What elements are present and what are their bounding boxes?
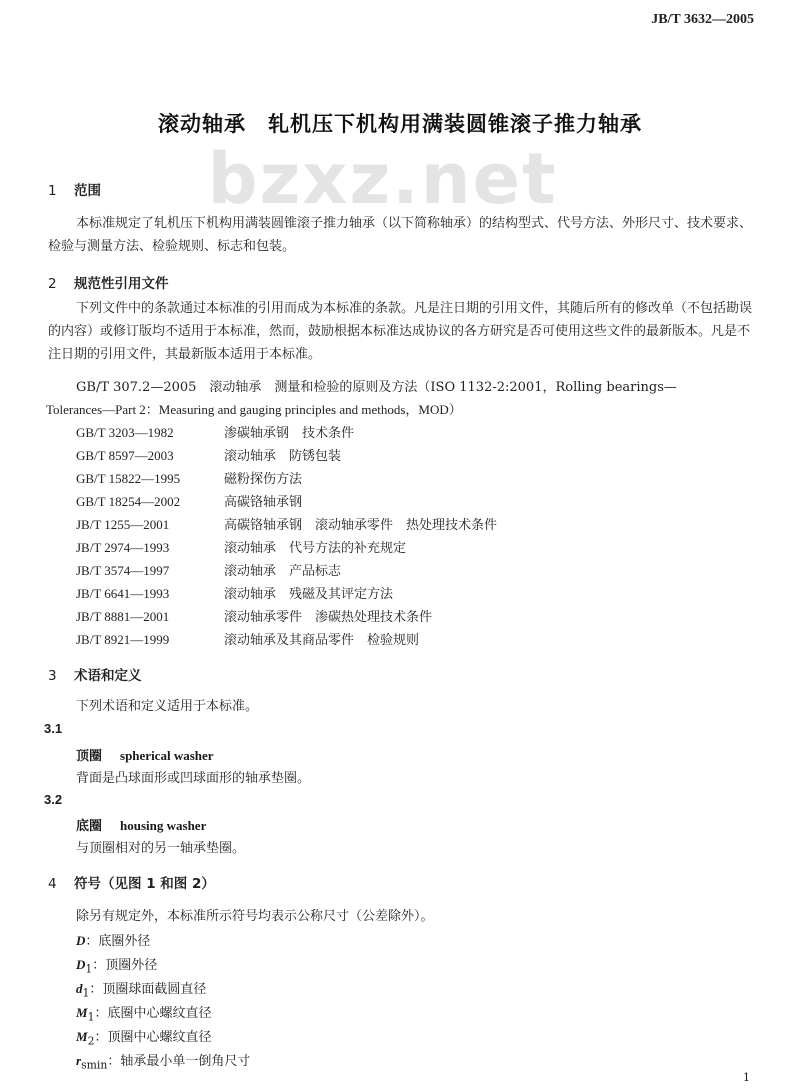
reference-item: GB/T 15822—1995 磁粉探伤方法 <box>76 471 303 487</box>
term-3-1-number: 3.1 <box>44 721 63 736</box>
title-part1: 滚动轴承 <box>158 112 246 136</box>
section-3-text: 下列术语和定义适用于本标准。 <box>76 699 259 714</box>
section-2-text: 下列文件中的条款通过本标准的引用而成为本标准的条款。凡是注日期的引用文件，其随后所有的修改单（不包括勘误的内容）或修订版均不适用于本标准，然而，鼓励根据本标准达成协议的各方研究是否可使用这些文件的最新版本。凡是不注日期的引用文件，其最新版本适用于本标准。 <box>48 301 753 362</box>
section-4-text: 除另有规定外，本标准所示符号均表示公称尺寸（公差除外）。 <box>76 909 434 924</box>
document-title <box>0 108 800 138</box>
term-3-1: 顶圈 spherical washer <box>76 748 214 764</box>
reference-item: JB/T 2974—1993 滚动轴承 代号方法的补充规定 <box>76 540 407 556</box>
section-1-text: 本标准规定了轧机压下机构用满装圆锥滚子推力轴承（以下简称轴承）的结构型式、代号方法、外形尺寸、技术要求、检验与测量方法、检验规则、标志和包装。 <box>48 216 753 254</box>
reference-item: JB/T 1255—2001 高碳铬轴承钢 滚动轴承零件 热处理技术条件 <box>76 517 498 533</box>
reference-item: JB/T 8921—1999 滚动轴承及其商品零件 检验规则 <box>76 632 420 648</box>
reference-item: GB/T 3203—1982 渗碳轴承钢 技术条件 <box>76 425 355 441</box>
symbol-item: $M_2$：顶圈中心螺纹直径 <box>76 1029 212 1048</box>
reference-item: GB/T 18254—2002 高碳铬轴承钢 <box>76 494 303 510</box>
standard-number: JB/T 3632—2005 <box>651 12 754 27</box>
section-4-heading: 4 符号（见图 1 和图 2） <box>48 876 215 892</box>
term-3-2-number: 3.2 <box>44 792 63 807</box>
term-3-2: 底圈 housing washer <box>76 818 207 834</box>
reference-0-line2: Tolerances—Part 2：Measuring and gauging principles and methods，MOD） <box>46 402 462 417</box>
reference-item: JB/T 6641—1993 滚动轴承 残磁及其评定方法 <box>76 586 394 602</box>
term-3-2-definition: 与顶圈相对的另一轴承垫圈。 <box>76 841 246 856</box>
symbol-item: $M_1$：底圈中心螺纹直径 <box>76 1005 212 1024</box>
page-number: 1 <box>743 1071 750 1084</box>
section-2-heading: 2 规范性引用文件 <box>48 276 169 292</box>
reference-item: JB/T 8881—2001 滚动轴承零件 渗碳热处理技术条件 <box>76 609 433 625</box>
symbol-item: $D_1$：顶圈外径 <box>76 957 158 976</box>
reference-item: JB/T 3574—1997 滚动轴承 产品标志 <box>76 563 342 579</box>
section-1-heading: 1 范围 <box>48 183 101 199</box>
title-part2: 轧机压下机构用满装圆锥滚子推力轴承 <box>268 112 642 136</box>
term-3-1-definition: 背面是凸球面形或凹球面形的轴承垫圈。 <box>76 771 311 786</box>
symbol-item: $d_1$：顶圈球面截圆直径 <box>76 981 207 1000</box>
symbol-item: D：底圈外径 <box>76 933 151 949</box>
reference-0-line1: GB/T 307.2—2005 滚动轴承 测量和检验的原则及方法（ISO 1132-2:2001，Rolling bearings— <box>76 380 677 395</box>
reference-item: GB/T 8597—2003 滚动轴承 防锈包装 <box>76 448 342 464</box>
watermark: bzxz.net <box>207 138 558 220</box>
section-3-heading: 3 术语和定义 <box>48 668 142 684</box>
symbol-item: $r_{smin}$：轴承最小单一倒角尺寸 <box>76 1053 251 1072</box>
